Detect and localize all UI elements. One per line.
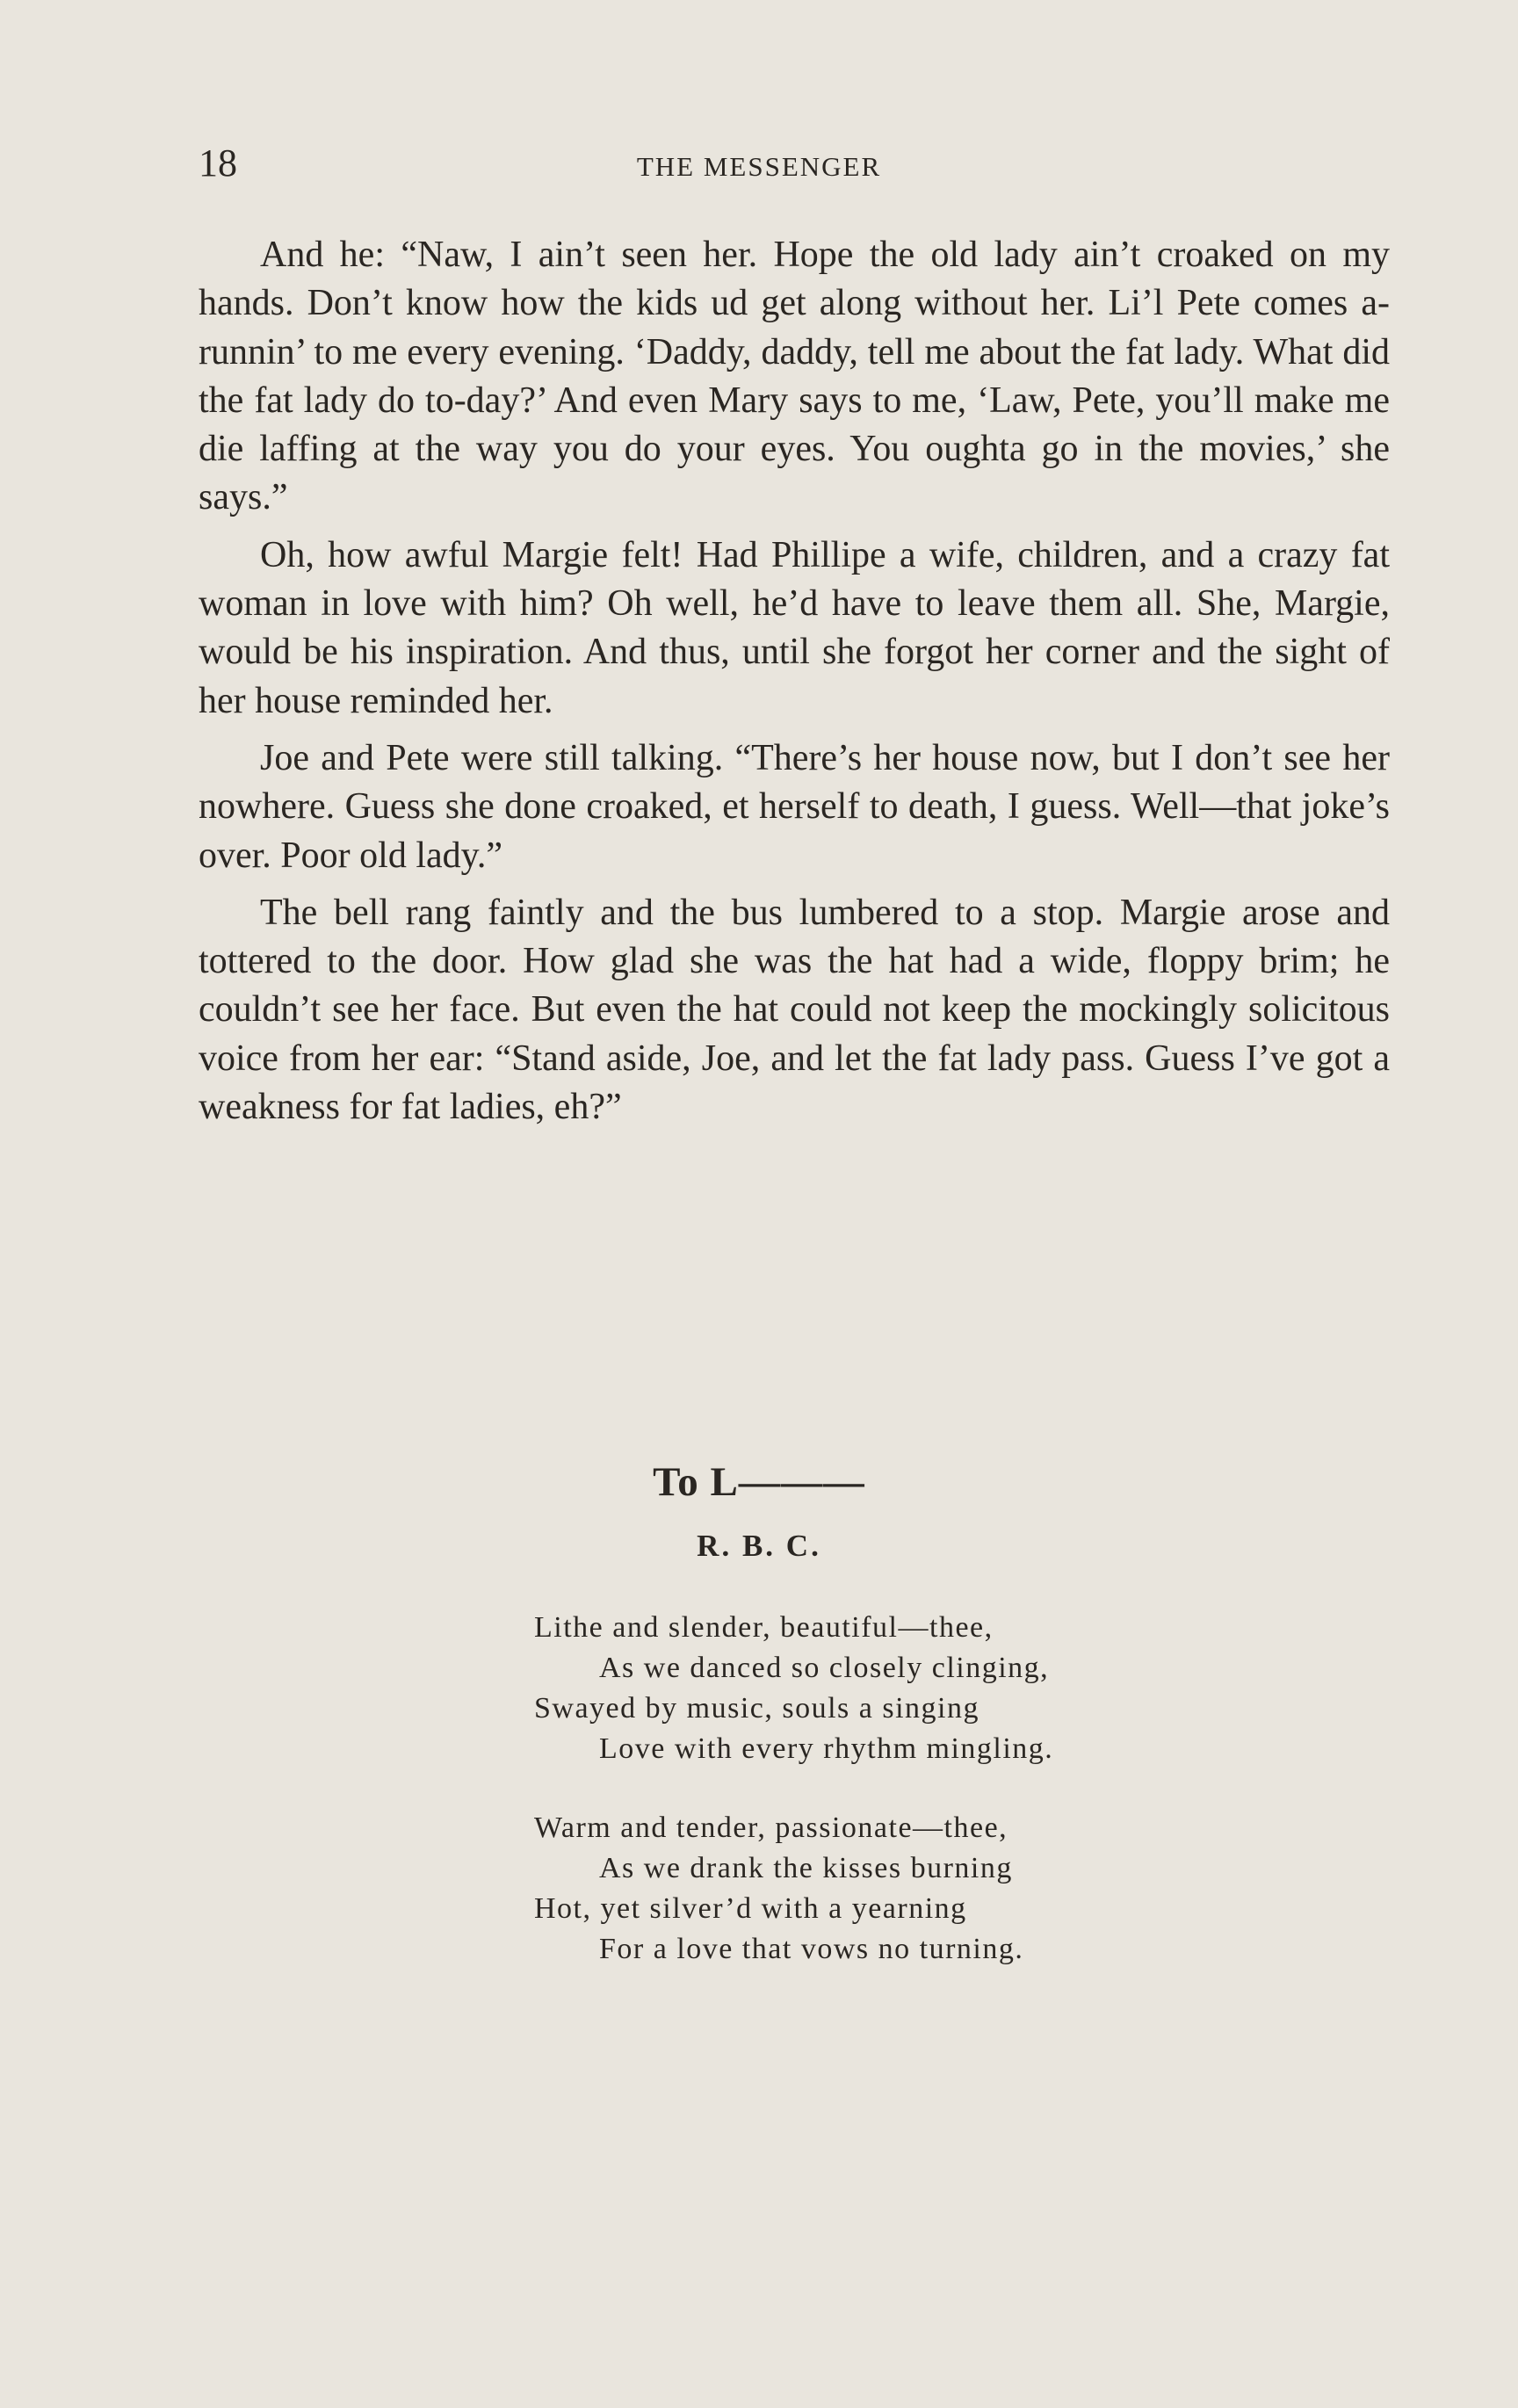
page-header	[0, 141, 1518, 184]
paragraph: Joe and Pete were still talking. “There’s her house now, but I don’t see her nowhere. Guess she done croaked, et herself to death, I guess. Well—that joke’s over. Poor old lady.”	[199, 737, 1390, 876]
poem-line: Love with every rhythm mingling.	[599, 1732, 1054, 1765]
poem-line: Swayed by music, souls a singing	[534, 1692, 979, 1725]
running-head: THE MESSENGER	[636, 151, 882, 182]
poem-line: Warm and tender, passionate—thee,	[534, 1811, 1008, 1844]
poem-line: Lithe and slender, beautiful—thee,	[534, 1611, 994, 1644]
poem-line: For a love that vows no turning.	[599, 1933, 1024, 1965]
paragraph: And he: “Naw, I ain’t seen her. Hope the old lady ain’t croaked on my hands. Don’t know how the kids ud get along without her. Li’l Pete comes a-runnin’ to me every evening. ‘Daddy, daddy, tell me about the fat lady. What did the fat lady do to-day?’ And even Mary says to me, ‘Law, Pete, you’ll make me die laffing at the way you do your eyes. You oughta go in the movies,’ she says.”	[199, 235, 1390, 518]
poem-line: As we drank the kisses burning	[599, 1852, 1013, 1884]
poem-stanza	[534, 1808, 1023, 1970]
poem-author: R. B. C.	[697, 1529, 821, 1563]
poem-line: As we danced so closely clinging,	[599, 1652, 1050, 1684]
paragraph: The bell rang faintly and the bus lumbered to a stop. Margie arose and tottered to the door. How glad she was the hat had a wide, floppy brim; he couldn’t see her face. But even the hat could not keep the mockingly solicitous voice from her ear: “Stand aside, Joe, and let the fat lady pass. Guess I’ve got a weakness for fat ladies, eh?”	[199, 892, 1390, 1128]
paragraph: Oh, how awful Margie felt! Had Phillipe a wife, children, and a crazy fat woman in love with him? Oh well, he’d have to leave them all. She, Margie, would be his inspiration. And thus, until she forgot her corner and the sight of her house reminded her.	[199, 534, 1390, 721]
story-text	[199, 231, 1390, 1140]
poem-title: To L———	[653, 1459, 865, 1505]
poem-stanza	[534, 1608, 1053, 1769]
poem-line: Hot, yet silver’d with a yearning	[534, 1892, 967, 1925]
page-number: 18	[199, 141, 237, 184]
